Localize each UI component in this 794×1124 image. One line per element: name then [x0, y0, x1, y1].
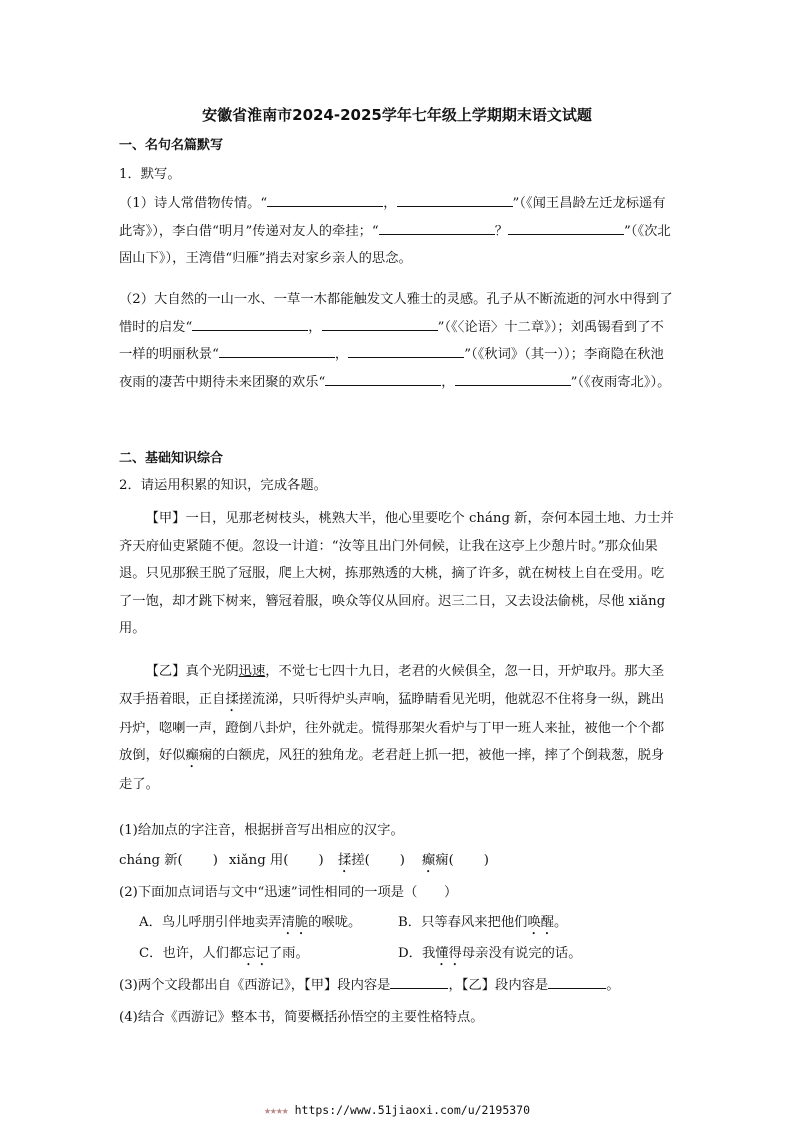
question-2-label: 2．请运用积累的知识，完成各题。	[119, 478, 327, 493]
question-1-part-2: （2）大自然的一山一水、一草一木都能触发文人雅士的灵感。孔子从不断流逝的河水中得到了惜时的启发“ ， ”（《〈论语〉十二章》）；刘禹锡看到了不一样的明丽秋景“ ， ”（《秋词》（其一））；李商隐在秋池夜雨的凄苦中期待未来团聚的欢乐“ ， ”（《夜雨寄北》）。	[119, 292, 673, 390]
passage-jia: 【甲】一日，见那老树枝头，桃熟大半，他心里要吃个 cháng 新，奈何本园土地、力士并齐天府仙吏紧随不便。忽设一计道：“汝等且出门外伺候，让我在这亭上少憩片时。”那众仙果退。只见那猴王脱了冠服，爬上大树，拣那熟透的大桃，摘了许多，就在树枝上自在受用。吃了一饱，却才跳下树来，簪冠着服，唤众等仪从回府。迟三二日，又去设法偷桃，尽他 xiǎng 用。	[119, 511, 674, 636]
sub-question-1-label: (1)给加点的字注音，根据拼音写出相应的汉字。	[119, 823, 404, 838]
answer-blank[interactable]	[348, 343, 464, 358]
section-heading-1: 一、名句名篇默写	[119, 138, 224, 153]
answer-blank[interactable]	[379, 220, 495, 235]
question-1-part-1: （1）诗人常借物传情。“ ， ”（《闻王昌龄左迁龙标遥有此寄》），李白借“明月”传递对友人的牵挂；“ ？ ”（《次北固山下》），王湾借“归雁”捎去对家乡亲人的思念。	[119, 190, 675, 273]
answer-blank[interactable]	[325, 371, 441, 386]
watermark-mark: ★★★★	[263, 1103, 288, 1117]
dotted-char: 揉	[225, 691, 239, 707]
answer-blank[interactable]	[548, 974, 606, 989]
page-footer	[0, 1103, 794, 1117]
option-d[interactable]: D．我懂得母亲没有说完的话。	[398, 946, 582, 961]
answer-blank[interactable]	[322, 316, 438, 331]
sub-question-1-item-1: cháng 新( )	[119, 853, 218, 868]
option-c[interactable]: C．也许，人们都忘记了雨。	[139, 946, 309, 961]
dotted-char: 癫	[185, 748, 199, 763]
answer-blank[interactable]	[390, 974, 448, 989]
option-a[interactable]: A．鸟儿呼朋引伴地卖弄清脆的喉咙。	[139, 915, 362, 930]
section-heading-2: 二、基础知识综合	[119, 451, 224, 466]
answer-blank[interactable]	[267, 192, 383, 207]
answer-blank[interactable]	[192, 316, 308, 331]
underlined-word: 迅速	[238, 664, 266, 679]
question-1-label: 1．默写。	[119, 167, 181, 182]
source-url[interactable]: https://www.51jiaoxi.com/u/2195370	[294, 1103, 531, 1117]
sub-question-2-label: (2)下面加点词语与文中“迅速”词性相同的一项是（ ）	[119, 885, 458, 900]
option-b[interactable]: B．只等春风来把他们唤醒。	[398, 915, 568, 930]
sub-question-1-item-2: xiǎng 用( )	[229, 853, 324, 868]
sub-question-1-item-4: 癫痫( )	[422, 853, 489, 868]
sub-question-3: (3)两个文段都出自《西游记》，【甲】段内容是 ，【乙】段内容是 。	[119, 972, 675, 1000]
sub-question-4: (4)结合《西游记》整本书，简要概括孙悟空的主要性格特点。	[119, 1010, 484, 1025]
passage-yi: 【乙】真个光阴迅速，不觉七七四十九日，老君的火候俱全，忽一日，开炉取丹。那大圣双手捂着眼，正自揉搓流涕，只听得炉头声响，猛睁睛看见光明，他就忍不住将身一纵，跳出丹炉，唿喇一声，蹬倒八卦炉，往外就走。慌得那架火看炉与丁甲一班人来扯，被他一个个都放倒，好似癫痫的白额虎，风狂的独角龙。老君赶上抓一把，被他一摔，摔了个倒栽葱，脱身走了。	[119, 664, 665, 792]
answer-blank[interactable]	[508, 220, 624, 235]
sub-question-1-item-3: 揉搓( )	[338, 853, 405, 868]
answer-blank[interactable]	[455, 371, 571, 386]
page-title: 安徽省淮南市2024-2025学年七年级上学期期末语文试题	[202, 106, 592, 124]
answer-blank[interactable]	[397, 192, 513, 207]
answer-blank[interactable]	[219, 343, 335, 358]
